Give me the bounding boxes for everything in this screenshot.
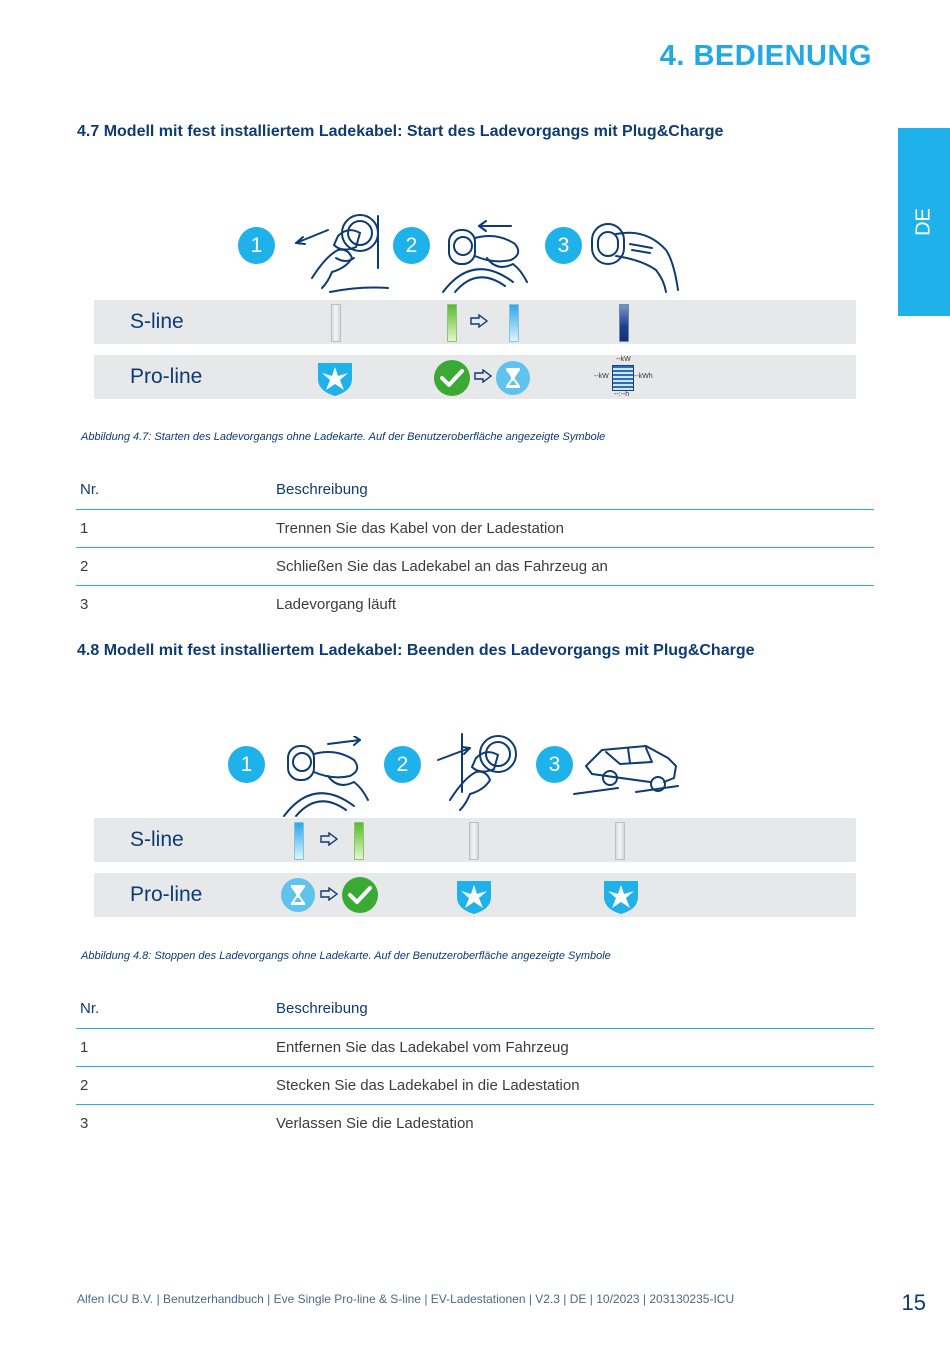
row-description: Stecken Sie das Ladekabel in die Ladestation [272,1067,874,1105]
led-blue-indicator [509,304,519,342]
display-battery-icon [612,365,634,391]
step-illustrations [94,708,856,818]
table-row [76,1029,874,1067]
table-header-row [76,988,874,1029]
pro-line-row [94,873,856,917]
display-kw-top: --kW [616,356,631,363]
row-number: 2 [76,1067,272,1105]
led-green-indicator [354,822,364,860]
step-number-3: 3 [536,746,573,783]
charging-display [592,355,664,399]
column-header-nr: Nr. [76,469,272,510]
row-description: Entfernen Sie das Ladekabel vom Fahrzeug [272,1029,874,1067]
step-number-3: 3 [545,227,582,264]
step-number-1: 1 [238,227,275,264]
led-blue-indicator [294,822,304,860]
transition-arrow-icon [320,832,338,846]
charging-plug-illustration [590,218,682,294]
figure-caption-4-8: Abbildung 4.8: Stoppen des Ladevorgangs ohne Ladekarte. Auf der Benutzeroberfläche angezeigte Symbole [81,950,611,962]
transition-arrow-icon [470,314,488,328]
remove-from-vehicle-illustration [282,736,374,818]
leave-station-car-illustration [572,738,680,798]
table-row [76,1067,874,1105]
table-header-row [76,469,874,510]
led-grey-indicator [615,822,625,860]
table-row [76,548,874,586]
s-line-row [94,300,856,344]
table-row [76,1105,874,1143]
column-header-nr: Nr. [76,988,272,1029]
step-number-2: 2 [384,746,421,783]
description-table-4-7 [76,469,874,623]
row-description: Schließen Sie das Ladekabel an das Fahrzeug an [272,548,874,586]
row-number: 2 [76,548,272,586]
display-h-bottom: --:--h [614,391,630,398]
transition-arrow-icon [474,369,492,383]
step-illustrations [94,190,856,300]
s-line-label: S-line [130,828,184,851]
row-description: Trennen Sie das Kabel von der Ladestation [272,510,874,548]
unplug-cable-illustration [290,208,390,294]
led-dark-blue-indicator [619,304,629,342]
pro-line-label: Pro-line [130,883,203,906]
hourglass-icon [280,877,316,913]
step-number-2: 2 [393,227,430,264]
s-line-row [94,818,856,862]
table-row [76,510,874,548]
display-kw-left: --kW [594,373,609,380]
language-tab [898,128,950,316]
alfen-shield-icon [316,359,354,397]
pro-line-row [94,355,856,399]
alfen-shield-icon [455,877,493,915]
description-table-4-8 [76,988,874,1142]
led-green-indicator [447,304,457,342]
figure-4-7 [94,190,856,410]
plug-into-station-illustration [432,728,522,812]
check-icon [341,876,379,914]
row-description: Verlassen Sie die Ladestation [276,1115,474,1132]
column-header-description: Beschreibung [272,988,874,1029]
column-header-description: Beschreibung [272,469,874,510]
row-number: 3 [80,1115,89,1132]
figure-caption-4-7: Abbildung 4.7: Starten des Ladevorgangs ohne Ladekarte. Auf der Benutzeroberfläche angezeigte Symbole [81,431,606,443]
figure-4-8 [94,708,856,928]
alfen-shield-icon [602,877,640,915]
row-number: 1 [76,510,272,548]
section-heading-4-8: 4.8 Modell mit fest installiertem Ladekabel: Beenden des Ladevorgangs mit Plug&Charge [77,642,755,659]
page-number: 15 [901,1290,926,1315]
footer-text: Alfen ICU B.V. | Benutzerhandbuch | Eve Single Pro-line & S-line | EV-Ladestationen | V2.3 | DE | 10/2023 | 203130235-ICU [77,1292,735,1306]
transition-arrow-icon [320,887,338,901]
led-grey-indicator [469,822,479,860]
check-icon [433,359,471,397]
hourglass-icon [495,360,531,396]
row-number: 3 [80,596,89,613]
language-tab-label: DE [912,208,935,236]
plug-into-vehicle-illustration [441,208,533,294]
row-number: 1 [76,1029,272,1067]
step-number-1: 1 [228,746,265,783]
chapter-title: 4. BEDIENUNG [659,40,872,72]
led-grey-indicator [331,304,341,342]
s-line-label: S-line [130,310,184,333]
table-row [76,586,874,624]
display-kwh-right: --kWh [634,373,653,380]
row-description: Ladevorgang läuft [276,596,397,613]
pro-line-label: Pro-line [130,365,203,388]
section-heading-4-7: 4.7 Modell mit fest installiertem Ladekabel: Start des Ladevorgangs mit Plug&Charge [77,123,724,140]
